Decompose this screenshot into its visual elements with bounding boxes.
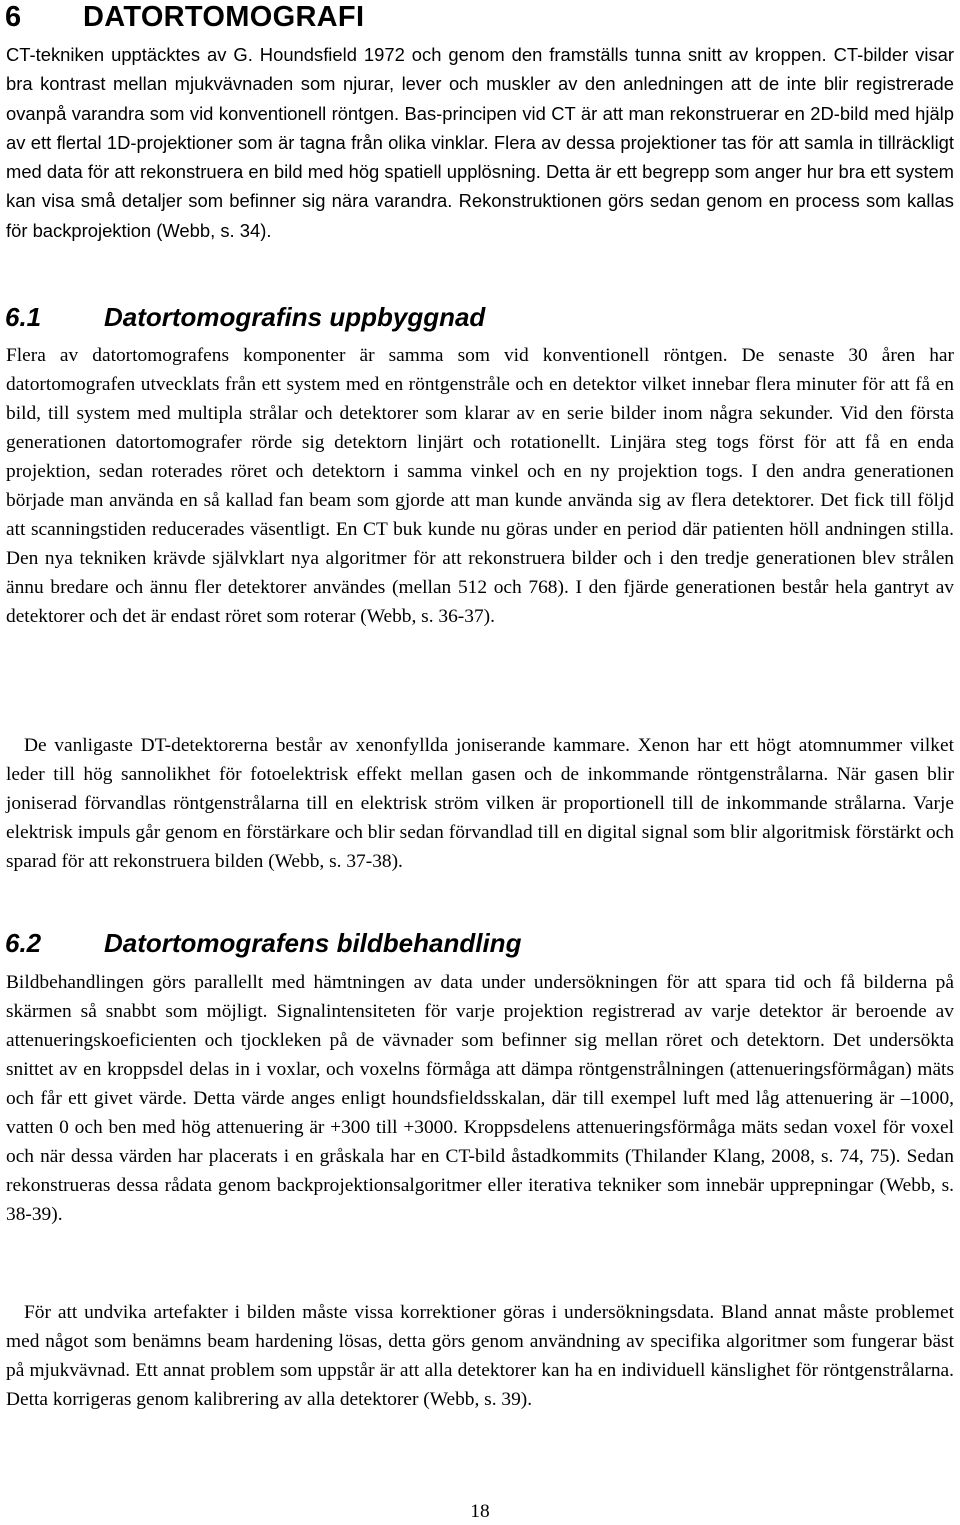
page-number: 18 bbox=[470, 1501, 490, 1522]
paragraph-components: Flera av datortomografens komponenter är samma som vid konventionell röntgen. De senaste 30 åren har datortomografen utvecklats från ett system med en röntgenstråle och en detektor vilket innebar flera minuter för att få en bild, till system med multipla strålar och detektorer som klarar av en serie bilder inom några sekunder. Vid den första generationen datortomografer rörde sig detektorn linjärt och rotationellt. Linjära steg togs först för att få en enda projektion, sedan roterades röret och detektorn i samma vinkel och en ny projektion togs. I den andra generationen började man använda en så kallad fan beam som gjorde att man kunde använda sig av flera detektorer. Det fick till följd att scanningstiden reducerades väsentligt. En CT buk kunde nu göras under en period där patienten höll andningen stilla. Den nya tekniken krävde självklart nya algoritmer för att rekonstruera bilder och i den tredje generationen blev strålen ännu bredare och ännu fler detektorer användes (mellan 512 och 768). I den fjärde generationen består hela gantryt av detektorer och det är endast röret som roterar (Webb, s. 36-37). bbox=[6, 345, 954, 627]
section-title: Datortomografens bildbehandling bbox=[104, 928, 522, 958]
paragraph-detectors: De vanligaste DT-detektorerna består av xenonfyllda joniserande kammare. Xenon har ett högt atomnummer vilket leder till hög sannolikhet för fotoelektrisk effekt mellan gasen och de inkommande röntgenstrålarna. När gasen blir joniserad förvandlas röntgenstrålarna till en elektrisk ström vilken är proportionell till de inkommande strålarna. Varje elektrisk impuls går genom en förstärkare och blir sedan förvandlad till en digital signal som blir algoritmisk förstärkt och sparad för att rekonstruera bilden (Webb, s. 37-38). bbox=[6, 735, 954, 872]
section-heading-6-1 bbox=[5, 302, 953, 332]
paragraph-image-processing: Bildbehandlingen görs parallellt med hämtningen av data under undersökningen för att spara tid och få bilderna på skärmen så snabbt som möjligt. Signalintensiteten för varje projektion registrerad av varje detektor är beroende av attenueringskoeficienten och tjockleken på de vävnader som befinner sig mellan röret och detektorn. Det undersökta snittet av en kroppsdel delas in i voxlar, och voxelns förmåga att dämpa röntgenstrålningen (attenueringsförmågan) mäts och får ett givet värde. Detta värde anges enligt houndsfieldsskalan, där till exempel luft med låg attenuering är –1000, vatten 0 och ben med hög attenuering är +300 till +3000. Kroppsdelens attenueringsförmåga mäts sedan voxel för voxel och när dessa värden har placerats i en gråskala har en CT-bild åstadkommits (Thilander Klang, 2008, s. 74, 75). Sedan rekonstrueras dessa rådata genom backprojektionsalgoritmer eller iterativa tekniker som innebär upprepningar (Webb, s. 38-39). bbox=[6, 972, 954, 1225]
paragraph-artifacts: För att undvika artefakter i bilden måste vissa korrektioner göras i undersökningsdata. Bland annat måste problemet med något som benämns beam hardening lösas, detta görs genom användning av specifika algoritmer som fungerar bäst på mjukvävnad. Ett annat problem som uppstår är att alla detektorer kan ha en individuell känslighet för röntgenstrålarna. Detta korrigeras genom kalibrering av alla detektorer (Webb, s. 39). bbox=[6, 1302, 954, 1410]
chapter-number: 6 bbox=[5, 1, 22, 33]
section-number: 6.2 bbox=[5, 928, 42, 958]
intro-paragraph: CT-tekniken upptäcktes av G. Houndsfield 1972 och genom den framställs tunna snitt av kroppen. CT-bilder visar bra kontrast mellan mjukvävnaden som njurar, lever och muskler av den anledningen att de inte blir registrerade ovanpå varandra som vid konventionell röntgen. Bas-principen vid CT är att man rekonstruerar en 2D-bild med hjälp av ett flertal 1D-projektioner som är tagna från olika vinklar. Flera av dessa projektioner tas för att samla in tillräckligt med data för att rekonstruera en bild med hög spatiell upplösning. Detta är ett begrepp som anger hur bra ett system kan visa små detaljer som befinner sig nära varandra. Rekonstruktionen görs sedan genom en process som kallas för backprojektion (Webb, s. 34). bbox=[6, 44, 954, 241]
section-title: Datortomografins uppbyggnad bbox=[104, 302, 486, 332]
section-heading-6-2 bbox=[5, 928, 953, 958]
chapter-heading bbox=[5, 0, 953, 34]
section-number: 6.1 bbox=[5, 302, 42, 332]
chapter-title: DATORTOMOGRAFI bbox=[83, 1, 365, 33]
